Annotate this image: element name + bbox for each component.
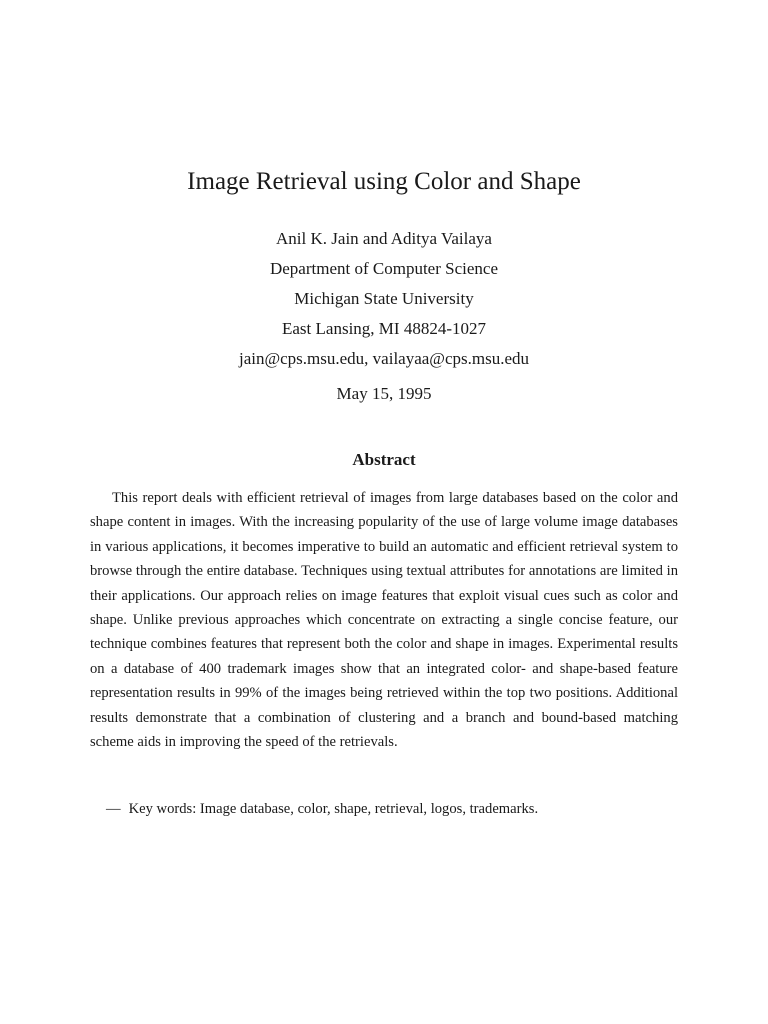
author-emails: jain@cps.msu.edu, vailayaa@cps.msu.edu	[238, 349, 530, 368]
author-university: Michigan State University	[294, 289, 474, 308]
paper-title: Image Retrieval using Color and Shape	[187, 168, 581, 195]
author-department: Department of Computer Science	[269, 259, 498, 278]
abstract-heading: Abstract	[352, 450, 416, 469]
abstract-body: This report deals with efficient retrieval of images from large databases based on the color and shape content in images. With the increasing popularity of the use of large volume image databases in various applications, it becomes imperative to build an automatic and efficient retrieval system to browse through the entire database. Techniques using textual attributes for annotations are limited in their applications. Our approach relies on image features that exploit visual cues such as color and shape. Unlike previous approaches which concentrate on extracting a single concise feature, our technique combines features that represent both the color and shape in images. Experimental results on a database of 400 trademark images show that an integrated color- and shape-based feature representation results in 99% of the images being retrieved within the top two positions. Additional results demonstrate that a combination of clustering and a branch and bound-based matching scheme aids in improving the speed of the retrievals.	[90, 490, 678, 751]
author-address: East Lansing, MI 48824-1027	[282, 319, 486, 338]
keywords-line	[106, 797, 686, 821]
keywords-text: Key words: Image database, color, shape, retrieval, logos, trademarks.	[128, 801, 539, 817]
keywords-dash: —	[106, 801, 121, 817]
author-block	[0, 224, 768, 374]
publication-date: May 15, 1995	[336, 384, 432, 403]
author-names: Anil K. Jain and Aditya Vailaya	[276, 229, 492, 248]
